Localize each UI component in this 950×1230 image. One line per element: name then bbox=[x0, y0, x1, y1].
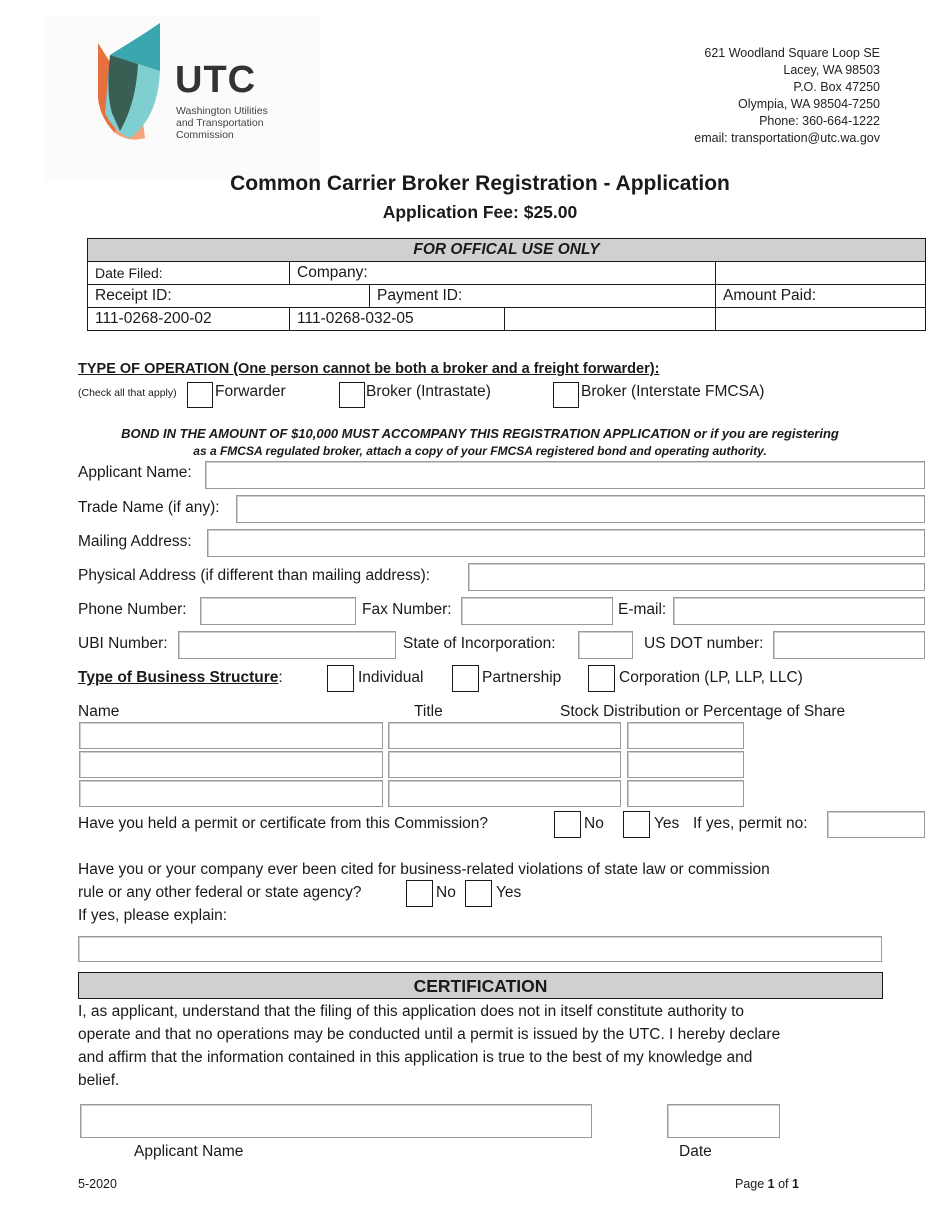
cited-yes-label: Yes bbox=[496, 884, 522, 901]
owners-col-title: Title bbox=[414, 703, 443, 720]
page-total: 1 bbox=[792, 1177, 799, 1191]
email-input[interactable] bbox=[673, 597, 925, 625]
official-use-header: FOR OFFICAL USE ONLY bbox=[88, 239, 926, 262]
application-fee: Application Fee: $25.00 bbox=[382, 202, 578, 222]
signature-date-label: Date bbox=[679, 1143, 712, 1160]
permit-number-input[interactable] bbox=[827, 811, 925, 838]
owner-title-input[interactable] bbox=[388, 780, 621, 807]
address-line: Lacey, WA 98503 bbox=[783, 63, 880, 77]
payment-id-cell: Payment ID: bbox=[370, 285, 716, 308]
state-incorporation-input[interactable] bbox=[578, 631, 633, 659]
signature-applicant-label: Applicant Name bbox=[134, 1143, 244, 1160]
cited-yes-checkbox[interactable] bbox=[465, 880, 492, 907]
individual-checkbox[interactable] bbox=[327, 665, 354, 692]
cited-no-checkbox[interactable] bbox=[406, 880, 433, 907]
cited-question-line-2: rule or any other federal or state agency? bbox=[78, 884, 362, 901]
official-blank-cell[interactable] bbox=[505, 308, 716, 331]
email-label: E-mail: bbox=[618, 601, 667, 618]
cited-explain-input[interactable] bbox=[78, 936, 882, 962]
phone-label: Phone Number: bbox=[78, 601, 187, 618]
bond-notice-line-2: as a FMCSA regulated broker, attach a copy of your FMCSA registered bond and operating authority. bbox=[193, 444, 767, 458]
bond-notice-rest: or if you are registering bbox=[690, 426, 839, 441]
address-line: Olympia, WA 98504-7250 bbox=[738, 97, 880, 111]
signature-applicant-input[interactable] bbox=[80, 1104, 592, 1138]
company-cell: Company: bbox=[290, 262, 716, 285]
broker-interstate-checkbox[interactable] bbox=[553, 382, 579, 408]
owner-name-input[interactable] bbox=[79, 780, 383, 807]
corporation-label: Corporation (LP, LLP, LLC) bbox=[619, 669, 803, 686]
broker-interstate-label: Broker (Interstate FMCSA) bbox=[581, 383, 765, 400]
receipt-code-cell: 111-0268-200-02 bbox=[88, 308, 290, 331]
trade-name-label: Trade Name (if any): bbox=[78, 499, 220, 516]
permit-yes-label: Yes bbox=[654, 815, 680, 832]
receipt-id-cell: Receipt ID: bbox=[88, 285, 370, 308]
broker-intrastate-label: Broker (Intrastate) bbox=[366, 383, 491, 400]
cited-question-line-1: Have you or your company ever been cited for business-related violations of state law or commission bbox=[78, 861, 770, 878]
address-line: Phone: 360-664-1222 bbox=[759, 114, 880, 128]
state-incorporation-label: State of Incorporation: bbox=[403, 635, 556, 652]
official-use-table bbox=[87, 238, 926, 331]
date-filed-cell: Date Filed: bbox=[88, 262, 290, 285]
certification-line-4: belief. bbox=[78, 1072, 120, 1089]
bond-notice-bold: BOND IN THE AMOUNT OF $10,000 MUST ACCOMPANY THIS REGISTRATION APPLICATION bbox=[121, 426, 691, 441]
owners-col-stock: Stock Distribution or Percentage of Share bbox=[560, 703, 846, 720]
org-address bbox=[694, 45, 880, 147]
corporation-checkbox[interactable] bbox=[588, 665, 615, 692]
mailing-address-input[interactable] bbox=[207, 529, 925, 557]
us-dot-input[interactable] bbox=[773, 631, 925, 659]
applicant-name-label: Applicant Name: bbox=[78, 464, 192, 481]
ubi-input[interactable] bbox=[178, 631, 396, 659]
business-structure-label bbox=[78, 669, 283, 687]
individual-label: Individual bbox=[358, 669, 424, 686]
logo-text: UTC bbox=[175, 59, 257, 101]
address-line: P.O. Box 47250 bbox=[793, 80, 880, 94]
physical-address-input[interactable] bbox=[468, 563, 925, 591]
logo-subtitle-3: Commission bbox=[176, 129, 234, 141]
owner-share-input[interactable] bbox=[627, 722, 744, 749]
phone-input[interactable] bbox=[200, 597, 356, 625]
utc-logo bbox=[45, 15, 320, 180]
certification-line-3: and affirm that the information contained in this application is true to the best of my knowledge and bbox=[78, 1049, 753, 1066]
page-prefix: Page bbox=[735, 1177, 768, 1191]
permit-question: Have you held a permit or certificate from this Commission? bbox=[78, 815, 489, 832]
official-blank-cell[interactable] bbox=[716, 308, 926, 331]
permit-number-label: If yes, permit no: bbox=[693, 815, 808, 832]
cited-explain-label: If yes, please explain: bbox=[78, 907, 228, 924]
address-line: email: transportation@utc.wa.gov bbox=[694, 131, 880, 145]
mailing-address-label: Mailing Address: bbox=[78, 533, 192, 550]
forwarder-label: Forwarder bbox=[215, 383, 286, 400]
operation-heading: TYPE OF OPERATION (One person cannot be both a broker and a freight forwarder): bbox=[78, 361, 660, 377]
form-version: 5-2020 bbox=[78, 1177, 117, 1191]
certification-line-1: I, as applicant, understand that the filing of this application does not in itself constitute authority to bbox=[78, 1003, 745, 1020]
logo-subtitle-2: and Transportation bbox=[176, 117, 264, 129]
applicant-name-input[interactable] bbox=[205, 461, 925, 489]
official-blank-cell[interactable] bbox=[716, 262, 926, 285]
partnership-checkbox[interactable] bbox=[452, 665, 479, 692]
permit-yes-checkbox[interactable] bbox=[623, 811, 650, 838]
trade-name-input[interactable] bbox=[236, 495, 925, 523]
owner-title-input[interactable] bbox=[388, 751, 621, 778]
business-structure-text: Type of Business Structure bbox=[78, 669, 279, 686]
logo-subtitle-1: Washington Utilities bbox=[176, 105, 268, 117]
cited-no-label: No bbox=[436, 884, 456, 901]
owner-share-input[interactable] bbox=[627, 751, 744, 778]
business-structure-colon: : bbox=[278, 669, 283, 686]
page-indicator bbox=[735, 1177, 799, 1191]
owners-col-name: Name bbox=[78, 703, 120, 720]
permit-no-checkbox[interactable] bbox=[554, 811, 581, 838]
amount-paid-cell: Amount Paid: bbox=[716, 285, 926, 308]
address-line: 621 Woodland Square Loop SE bbox=[704, 46, 880, 60]
page-title: Common Carrier Broker Registration - Application bbox=[230, 172, 730, 195]
owner-name-input[interactable] bbox=[79, 751, 383, 778]
utc-logo-mark-icon bbox=[90, 23, 170, 148]
certification-header: CERTIFICATION bbox=[78, 972, 883, 999]
page-mid: of bbox=[774, 1177, 792, 1191]
owner-title-input[interactable] bbox=[388, 722, 621, 749]
partnership-label: Partnership bbox=[482, 669, 562, 686]
bond-notice bbox=[0, 424, 950, 444]
owner-name-input[interactable] bbox=[79, 722, 383, 749]
certification-line-2: operate and that no operations may be conducted until a permit is issued by the UTC. I hereby declare bbox=[78, 1026, 781, 1043]
us-dot-label: US DOT number: bbox=[644, 635, 764, 652]
owner-share-input[interactable] bbox=[627, 780, 744, 807]
broker-intrastate-checkbox[interactable] bbox=[339, 382, 365, 408]
ubi-label: UBI Number: bbox=[78, 635, 168, 652]
fax-input[interactable] bbox=[461, 597, 613, 625]
operation-note: (Check all that apply) bbox=[78, 387, 177, 399]
page-number: 1 bbox=[767, 1177, 775, 1191]
signature-date-input[interactable] bbox=[667, 1104, 780, 1138]
payment-code-cell: 111-0268-032-05 bbox=[290, 308, 505, 331]
fax-label: Fax Number: bbox=[362, 601, 452, 618]
permit-no-label: No bbox=[584, 815, 604, 832]
bond-notice-line-1 bbox=[0, 424, 950, 444]
forwarder-checkbox[interactable] bbox=[187, 382, 213, 408]
physical-address-label: Physical Address (if different than mailing address): bbox=[78, 567, 431, 584]
